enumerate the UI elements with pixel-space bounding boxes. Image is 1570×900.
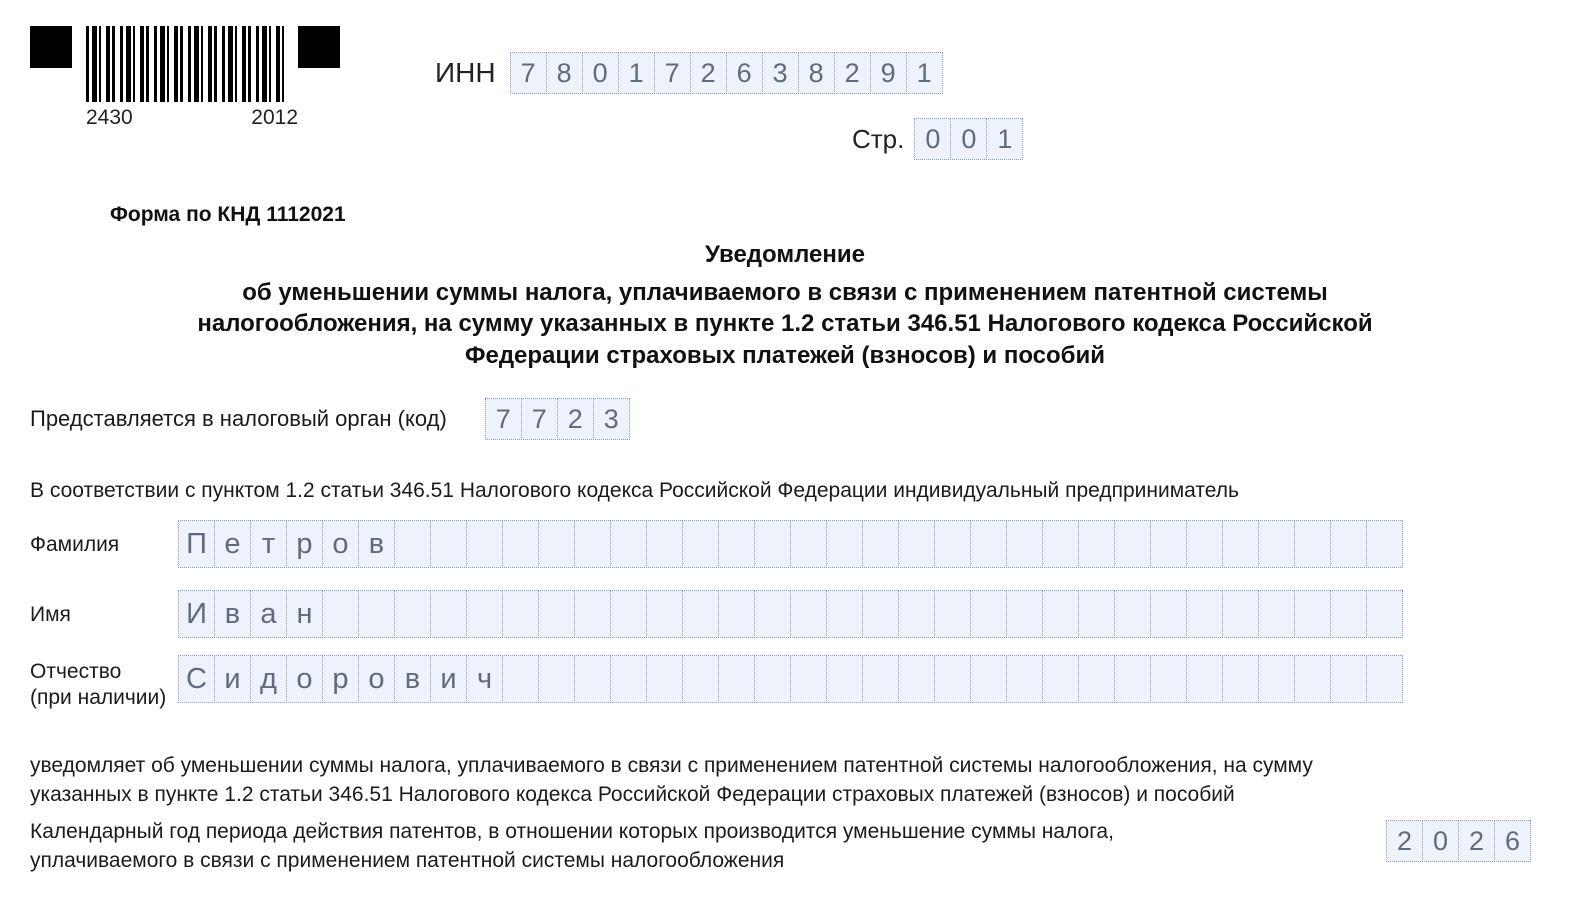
surname-char[interactable]: т bbox=[250, 520, 287, 568]
surname-char[interactable] bbox=[1114, 520, 1151, 568]
name-char[interactable] bbox=[898, 590, 935, 638]
barcode-numbers bbox=[86, 106, 298, 130]
notification-paragraph-line-1: уведомляет об уменьшении суммы налога, уплачиваемого в связи с применением патентной системы налогообложения, на сумму bbox=[30, 754, 1313, 777]
name-char[interactable] bbox=[394, 590, 431, 638]
tax-organ-digit[interactable]: 7 bbox=[485, 398, 522, 440]
surname-char[interactable] bbox=[502, 520, 539, 568]
name-char[interactable] bbox=[610, 590, 647, 638]
name-char[interactable]: в bbox=[214, 590, 251, 638]
inn-digit[interactable]: 6 bbox=[726, 52, 763, 94]
surname-char[interactable]: П bbox=[178, 520, 215, 568]
title-line-3: налогообложения, на сумму указанных в пункте 1.2 статьи 346.51 Налогового кодекса Российской bbox=[197, 310, 1373, 338]
tax-organ-row bbox=[30, 398, 629, 440]
surname-char[interactable] bbox=[1366, 520, 1403, 568]
title-line-2: об уменьшении суммы налога, уплачиваемого в связи с применением патентной системы bbox=[242, 278, 1328, 306]
title-line-4: Федерации страховых платежей (взносов) и пособий bbox=[464, 342, 1106, 370]
page-input[interactable] bbox=[914, 118, 1022, 160]
inn-digit[interactable]: 1 bbox=[618, 52, 655, 94]
patronymic-char[interactable] bbox=[1330, 655, 1367, 703]
name-char[interactable] bbox=[1150, 590, 1187, 638]
surname-char[interactable] bbox=[790, 520, 827, 568]
surname-char[interactable] bbox=[718, 520, 755, 568]
patronymic-char[interactable] bbox=[1114, 655, 1151, 703]
name-char[interactable] bbox=[862, 590, 899, 638]
surname-char[interactable] bbox=[826, 520, 863, 568]
name-char[interactable] bbox=[1006, 590, 1043, 638]
surname-char[interactable] bbox=[1042, 520, 1079, 568]
name-char[interactable] bbox=[466, 590, 503, 638]
page-number-row bbox=[852, 118, 1022, 160]
surname-char[interactable] bbox=[1330, 520, 1367, 568]
name-char[interactable]: И bbox=[178, 590, 215, 638]
patronymic-char[interactable]: ч bbox=[466, 655, 503, 703]
patronymic-char[interactable]: о bbox=[286, 655, 323, 703]
patronymic-char[interactable] bbox=[610, 655, 647, 703]
surname-label: Фамилия bbox=[30, 533, 120, 556]
surname-char[interactable] bbox=[610, 520, 647, 568]
surname-input[interactable] bbox=[178, 520, 1402, 568]
patronymic-char[interactable] bbox=[790, 655, 827, 703]
name-char[interactable] bbox=[502, 590, 539, 638]
form-code: Форма по КНД 1112021 bbox=[110, 203, 346, 226]
patronymic-input[interactable] bbox=[178, 655, 1402, 703]
patronymic-field bbox=[30, 655, 1402, 710]
surname-char[interactable] bbox=[430, 520, 467, 568]
page-label: Стр. bbox=[852, 123, 905, 154]
name-char[interactable] bbox=[1078, 590, 1115, 638]
patronymic-char[interactable] bbox=[862, 655, 899, 703]
calendar-year-digit[interactable]: 2 bbox=[1386, 820, 1423, 862]
patronymic-char[interactable] bbox=[1006, 655, 1043, 703]
calendar-year-row bbox=[30, 818, 1530, 876]
name-label: Имя bbox=[30, 603, 71, 626]
patronymic-char[interactable]: в bbox=[394, 655, 431, 703]
name-char[interactable] bbox=[1330, 590, 1367, 638]
calendar-year-digit[interactable]: 2 bbox=[1458, 820, 1495, 862]
calendar-year-line-1: Календарный год периода действия патентов, в отношении которых производится уменьшение суммы налога, bbox=[30, 820, 1114, 843]
name-char[interactable] bbox=[1042, 590, 1079, 638]
page-digit[interactable]: 0 bbox=[950, 118, 987, 160]
patronymic-char[interactable] bbox=[718, 655, 755, 703]
patronymic-char[interactable] bbox=[1366, 655, 1403, 703]
surname-char[interactable] bbox=[754, 520, 791, 568]
name-char[interactable] bbox=[826, 590, 863, 638]
name-char[interactable] bbox=[970, 590, 1007, 638]
surname-field bbox=[30, 520, 1402, 568]
surname-char[interactable] bbox=[1258, 520, 1295, 568]
patronymic-char[interactable] bbox=[1294, 655, 1331, 703]
name-char[interactable] bbox=[754, 590, 791, 638]
inn-row bbox=[435, 52, 942, 94]
patronymic-char[interactable] bbox=[538, 655, 575, 703]
surname-char[interactable] bbox=[574, 520, 611, 568]
name-char[interactable] bbox=[322, 590, 359, 638]
surname-char[interactable] bbox=[1006, 520, 1043, 568]
patronymic-char[interactable]: р bbox=[322, 655, 359, 703]
patronymic-char[interactable]: о bbox=[358, 655, 395, 703]
surname-char[interactable] bbox=[394, 520, 431, 568]
name-char[interactable]: н bbox=[286, 590, 323, 638]
surname-char[interactable] bbox=[538, 520, 575, 568]
name-char[interactable] bbox=[1186, 590, 1223, 638]
name-char[interactable] bbox=[1114, 590, 1151, 638]
surname-char[interactable] bbox=[1294, 520, 1331, 568]
name-char[interactable] bbox=[1366, 590, 1403, 638]
patronymic-label bbox=[30, 655, 178, 710]
inn-input[interactable] bbox=[510, 52, 942, 94]
patronymic-char[interactable] bbox=[934, 655, 971, 703]
name-char[interactable] bbox=[1258, 590, 1295, 638]
barcode-number-left: 2430 bbox=[86, 106, 133, 129]
patronymic-char[interactable] bbox=[1258, 655, 1295, 703]
surname-char[interactable] bbox=[1186, 520, 1223, 568]
barcode-number-right: 2012 bbox=[251, 106, 298, 129]
surname-char[interactable] bbox=[1150, 520, 1187, 568]
patronymic-char[interactable]: и bbox=[214, 655, 251, 703]
patronymic-char[interactable] bbox=[1222, 655, 1259, 703]
patronymic-char[interactable]: С bbox=[178, 655, 215, 703]
inn-digit[interactable]: 1 bbox=[906, 52, 943, 94]
barcode-start-marker bbox=[30, 26, 72, 68]
name-char[interactable] bbox=[1222, 590, 1259, 638]
surname-char[interactable] bbox=[646, 520, 683, 568]
name-char[interactable] bbox=[574, 590, 611, 638]
inn-digit[interactable]: 7 bbox=[510, 52, 547, 94]
surname-char[interactable] bbox=[1222, 520, 1259, 568]
name-char[interactable]: а bbox=[250, 590, 287, 638]
patronymic-char[interactable] bbox=[682, 655, 719, 703]
patronymic-char[interactable] bbox=[754, 655, 791, 703]
statute-line: В соответствии с пунктом 1.2 статьи 346.51 Налогового кодекса Российской Федерации индивидуальный предприниматель bbox=[30, 479, 1239, 502]
surname-char[interactable]: о bbox=[322, 520, 359, 568]
barcode-end-marker bbox=[298, 26, 340, 68]
page-digit[interactable]: 1 bbox=[986, 118, 1023, 160]
tax-organ-digit[interactable]: 2 bbox=[557, 398, 594, 440]
inn-digit[interactable]: 7 bbox=[654, 52, 691, 94]
patronymic-char[interactable] bbox=[646, 655, 683, 703]
calendar-year-input[interactable] bbox=[1386, 820, 1530, 862]
patronymic-label-text: Отчество bbox=[30, 660, 122, 683]
patronymic-char[interactable] bbox=[970, 655, 1007, 703]
tax-organ-label: Представляется в налоговый орган (код) bbox=[30, 406, 447, 431]
name-char[interactable] bbox=[538, 590, 575, 638]
inn-digit[interactable]: 9 bbox=[870, 52, 907, 94]
title-line-1: Уведомление bbox=[704, 241, 865, 268]
surname-char[interactable] bbox=[898, 520, 935, 568]
surname-char[interactable] bbox=[1078, 520, 1115, 568]
patronymic-char[interactable] bbox=[826, 655, 863, 703]
name-char[interactable] bbox=[430, 590, 467, 638]
patronymic-char[interactable] bbox=[1078, 655, 1115, 703]
name-char[interactable] bbox=[718, 590, 755, 638]
page-digit[interactable]: 0 bbox=[914, 118, 951, 160]
surname-char[interactable] bbox=[934, 520, 971, 568]
surname-char[interactable] bbox=[970, 520, 1007, 568]
calendar-year-digit[interactable]: 6 bbox=[1494, 820, 1531, 862]
tax-organ-digit[interactable]: 7 bbox=[521, 398, 558, 440]
barcode-block bbox=[30, 26, 340, 102]
surname-char[interactable] bbox=[466, 520, 503, 568]
document-header bbox=[30, 26, 1540, 156]
name-field bbox=[30, 590, 1402, 638]
patronymic-char[interactable] bbox=[898, 655, 935, 703]
name-char[interactable] bbox=[790, 590, 827, 638]
patronymic-char[interactable]: и bbox=[430, 655, 467, 703]
inn-label: ИНН bbox=[435, 57, 496, 88]
notification-paragraph-line-2: указанных в пункте 1.2 статьи 346.51 Налогового кодекса Российской Федерации страховых платежей (взносов) и пособий bbox=[30, 782, 1235, 806]
calendar-year-line-2: уплачиваемого в связи с применением патентной системы налогообложения bbox=[30, 848, 785, 872]
patronymic-char[interactable] bbox=[574, 655, 611, 703]
inn-digit[interactable]: 0 bbox=[582, 52, 619, 94]
name-char[interactable] bbox=[934, 590, 971, 638]
notification-paragraph bbox=[30, 752, 1530, 810]
patronymic-char[interactable] bbox=[1042, 655, 1079, 703]
patronymic-char[interactable] bbox=[1186, 655, 1223, 703]
patronymic-char[interactable] bbox=[1150, 655, 1187, 703]
barcode-bars bbox=[86, 26, 284, 102]
patronymic-char[interactable]: д bbox=[250, 655, 287, 703]
surname-char[interactable]: е bbox=[214, 520, 251, 568]
surname-char[interactable]: р bbox=[286, 520, 323, 568]
name-char[interactable] bbox=[358, 590, 395, 638]
name-char[interactable] bbox=[682, 590, 719, 638]
inn-digit[interactable]: 2 bbox=[690, 52, 727, 94]
inn-digit[interactable]: 8 bbox=[546, 52, 583, 94]
name-input[interactable] bbox=[178, 590, 1402, 638]
surname-char[interactable] bbox=[682, 520, 719, 568]
tax-organ-input[interactable] bbox=[485, 398, 629, 440]
surname-char[interactable] bbox=[862, 520, 899, 568]
calendar-year-text bbox=[30, 818, 1114, 876]
inn-digit[interactable]: 3 bbox=[762, 52, 799, 94]
name-char[interactable] bbox=[646, 590, 683, 638]
name-char[interactable] bbox=[1294, 590, 1331, 638]
surname-char[interactable]: в bbox=[358, 520, 395, 568]
tax-organ-digit[interactable]: 3 bbox=[593, 398, 630, 440]
inn-digit[interactable]: 8 bbox=[798, 52, 835, 94]
patronymic-label-note: (при наличии) bbox=[30, 685, 167, 709]
inn-digit[interactable]: 2 bbox=[834, 52, 871, 94]
patronymic-char[interactable] bbox=[502, 655, 539, 703]
calendar-year-digit[interactable]: 0 bbox=[1422, 820, 1459, 862]
document-title bbox=[30, 240, 1540, 372]
